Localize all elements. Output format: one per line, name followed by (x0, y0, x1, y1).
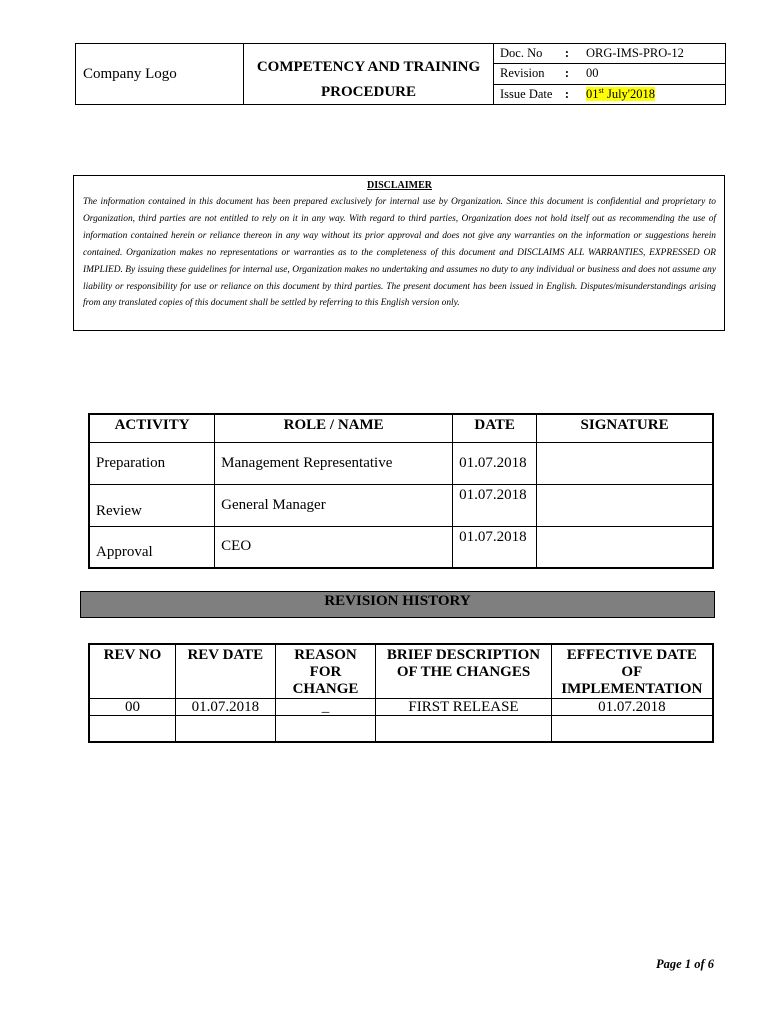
date-cell: 01.07.2018 (453, 484, 537, 526)
header-line: CHANGE (292, 681, 359, 697)
meta-key: Doc. No (500, 46, 543, 61)
rev-date-cell: 01.07.2018 (175, 699, 275, 716)
document-title (244, 44, 494, 104)
title-line-2: PROCEDURE (320, 84, 416, 100)
revision-row (89, 699, 713, 716)
activity-cell: Preparation (89, 442, 215, 484)
disclaimer-body: The information contained in this document has been prepared exclusively for internal use by Organization. Since this document is confidential and proprietary to Organization, third parties are not entitled to rely on it in any way. With regard to third parties, Organization does not hold itself out as recommending the use of information contained herein or reliance thereon in any way without its prior approval and does not give any warranties on the information or suggestions herein contained. Organization makes no representations or warranties as to the completeness of this document and DISCLAIMS ALL WARRANTIES, EXPRESSED OR IMPLIED. By issuing these guidelines for internal use, Organization makes no undertaking and assumes no duty to any individual or business and does not assume any liability or responsibility for use or reliance on this document by third parties. The present document has been issued in English. Disputes/misunderstandings arising from any translated copies of this document shall be settled by referring to this English version only. (83, 197, 716, 309)
role-cell: General Manager (215, 484, 453, 526)
signature-cell (537, 442, 713, 484)
meta-value: ORG-IMS-PRO-12 (586, 46, 684, 61)
header-effective-date (551, 644, 713, 699)
approval-row (89, 442, 713, 484)
role-cell: CEO (215, 526, 453, 568)
document-header (75, 43, 726, 105)
date-cell: 01.07.2018 (453, 526, 537, 568)
document-meta (494, 44, 725, 104)
reason-cell: _ (275, 699, 376, 716)
header-line: FOR (309, 664, 342, 680)
header-line: REV DATE (187, 647, 264, 663)
revision-row-empty (89, 716, 713, 742)
issue-date-day: 01 (586, 86, 599, 101)
disclaimer-box (73, 175, 725, 331)
meta-key: Issue Date (500, 86, 553, 101)
header-line: EFFECTIVE DATE (566, 647, 697, 663)
meta-value (576, 87, 655, 102)
rev-date-cell (175, 716, 275, 742)
effective-date-cell: 01.07.2018 (551, 699, 713, 716)
header-rev-no (89, 644, 175, 699)
disclaimer-title: DISCLAIMER (366, 180, 432, 191)
rev-no-cell (89, 716, 175, 742)
meta-issue-date (494, 85, 725, 104)
signature-cell (537, 526, 713, 568)
reason-cell (275, 716, 376, 742)
meta-colon: : (564, 86, 570, 101)
effective-date-cell (551, 716, 713, 742)
revision-history-table (88, 643, 714, 743)
header-line: OF THE CHANGES (396, 664, 531, 680)
description-cell (376, 716, 551, 742)
approval-row (89, 526, 713, 568)
meta-revision (494, 64, 725, 84)
header-line: OF (621, 664, 643, 680)
issue-date-rest: July'2018 (603, 86, 656, 101)
meta-key: Revision (500, 66, 545, 81)
header-date: DATE (453, 414, 537, 442)
header-activity: ACTIVITY (89, 414, 215, 442)
revision-header-row (89, 644, 713, 699)
issue-date-suffix: st (598, 85, 604, 95)
activity-cell: Review (89, 484, 215, 526)
header-line: BRIEF DESCRIPTION (386, 647, 541, 663)
header-rev-date (175, 644, 275, 699)
role-cell: Management Representative (215, 442, 453, 484)
header-reason (275, 644, 376, 699)
header-line: REASON (294, 647, 357, 663)
header-line: REV NO (103, 647, 162, 663)
meta-doc-no (494, 44, 725, 64)
company-logo: Company Logo (76, 44, 244, 104)
date-cell: 01.07.2018 (453, 442, 537, 484)
meta-colon: : (564, 46, 570, 61)
approval-table (88, 413, 714, 569)
approval-row (89, 484, 713, 526)
header-description (376, 644, 551, 699)
page-number: Page 1 of 6 (656, 957, 714, 971)
rev-no-cell: 00 (89, 699, 175, 716)
issue-date-highlight (586, 87, 655, 101)
header-signature: SIGNATURE (537, 414, 713, 442)
signature-cell (537, 484, 713, 526)
header-role: ROLE / NAME (215, 414, 453, 442)
approval-header-row (89, 414, 713, 442)
activity-cell: Approval (89, 526, 215, 568)
title-line-1: COMPETENCY AND TRAINING (256, 59, 481, 75)
header-line: IMPLEMENTATION (561, 681, 703, 697)
description-cell: FIRST RELEASE (376, 699, 551, 716)
revision-history-title: REVISION HISTORY (80, 591, 715, 618)
meta-colon: : (564, 66, 570, 81)
meta-value: 00 (586, 66, 599, 81)
